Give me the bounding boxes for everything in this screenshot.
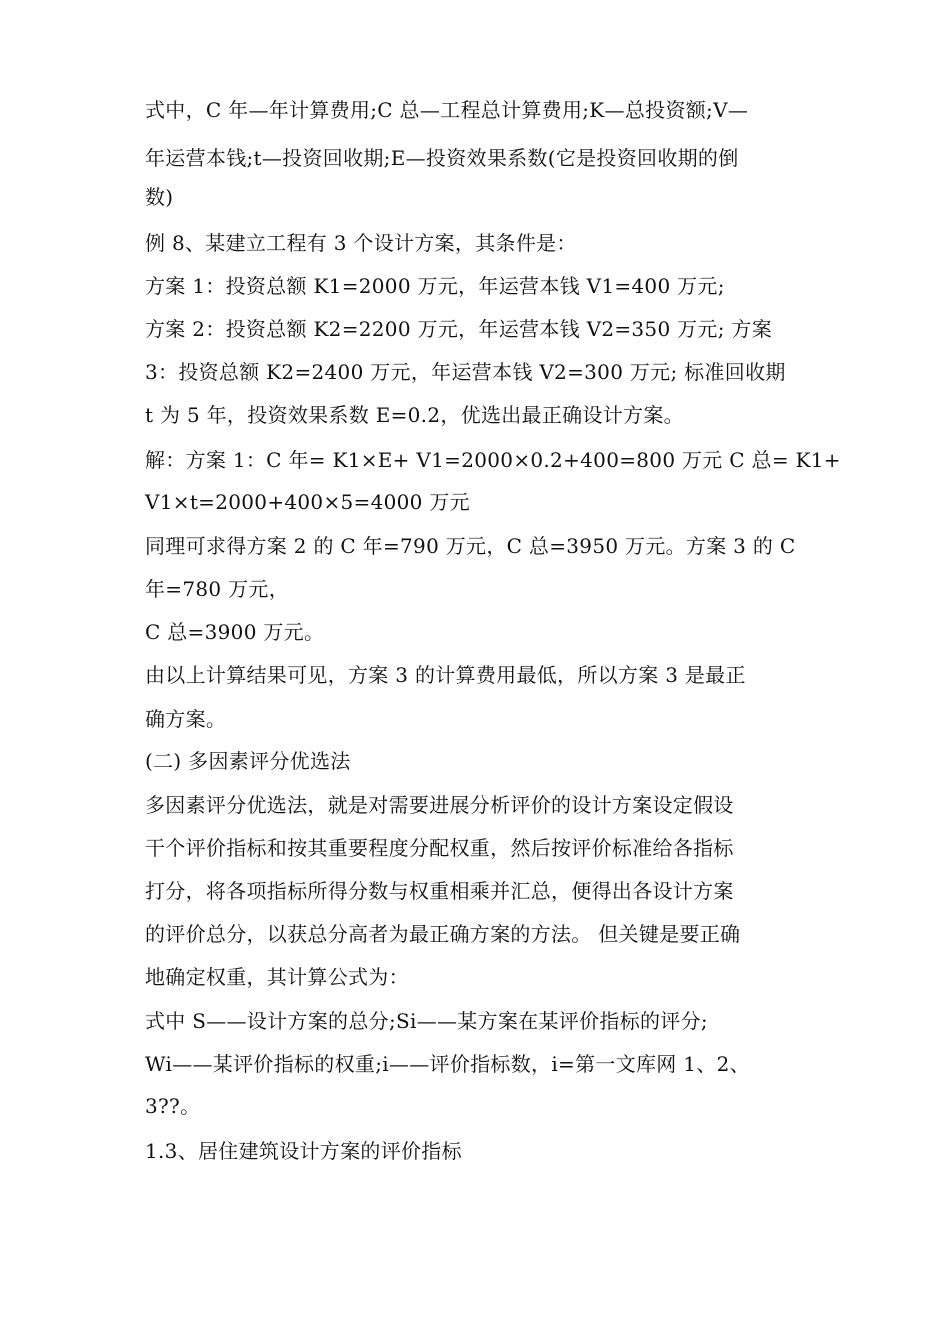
text-line: 地确定权重，其计算公式为： xyxy=(145,965,409,989)
text-line: 式中 S——设计方案的总分;Si——某方案在某评价指标的评分; xyxy=(145,1009,708,1033)
text-line: C 总=3900 万元。 xyxy=(145,620,325,644)
text-line: 3：投资总额 K2=2400 万元，年运营本钱 V2=300 万元; 标准回收期 xyxy=(145,360,786,384)
text-line: 方案 1：投资总额 K1=2000 万元，年运营本钱 V1=400 万元; xyxy=(145,274,725,298)
section-heading: (二) 多因素评分优选法 xyxy=(145,749,351,773)
text-line: 由以上计算结果可见，方案 3 的计算费用最低，所以方案 3 是最正 xyxy=(145,663,746,687)
text-line: Wi——某评价指标的权重;i——评价指标数，i=第一文库网 1、2、 xyxy=(145,1052,750,1076)
text-line: 打分，将各项指标所得分数与权重相乘并汇总，便得出各设计方案 xyxy=(145,879,734,903)
text-line: 方案 2：投资总额 K2=2200 万元，年运营本钱 V2=350 万元; 方案 xyxy=(145,317,773,341)
text-line: 数) xyxy=(145,185,174,209)
text-line: t 为 5 年，投资效果系数 E=0.2，优选出最正确设计方案。 xyxy=(145,403,684,427)
section-heading: 1.3、居住建筑设计方案的评价指标 xyxy=(145,1139,462,1163)
text-line: 年=780 万元， xyxy=(145,577,289,601)
text-line: 同理可求得方案 2 的 C 年=790 万元，C 总=3950 万元。方案 3 的 C xyxy=(145,534,796,558)
text-line: 的评价总分，以获总分高者为最正确方案的方法。 但关键是要正确 xyxy=(145,922,741,946)
text-line: 式中，C 年—年计算费用;C 总—工程总计算费用;K—总投资额;V— xyxy=(145,98,749,122)
text-line: 解：方案 1：C 年= K1×E+ V1=2000×0.2+400=800 万元 C 总= K1+ xyxy=(145,448,841,472)
text-line: 3??。 xyxy=(145,1094,201,1118)
text-line: 多因素评分优选法，就是对需要进展分析评价的设计方案设定假设 xyxy=(145,793,734,817)
text-line: V1×t=2000+400×5=4000 万元 xyxy=(145,490,470,514)
text-line: 干个评价指标和按其重要程度分配权重，然后按评价标准给各指标 xyxy=(145,836,734,860)
text-line: 年运营本钱;t—投资回收期;E—投资效果系数(它是投资回收期的倒 xyxy=(145,146,739,170)
text-line: 确方案。 xyxy=(145,707,227,731)
text-line: 例 8、某建立工程有 3 个设计方案，其条件是： xyxy=(145,231,577,255)
